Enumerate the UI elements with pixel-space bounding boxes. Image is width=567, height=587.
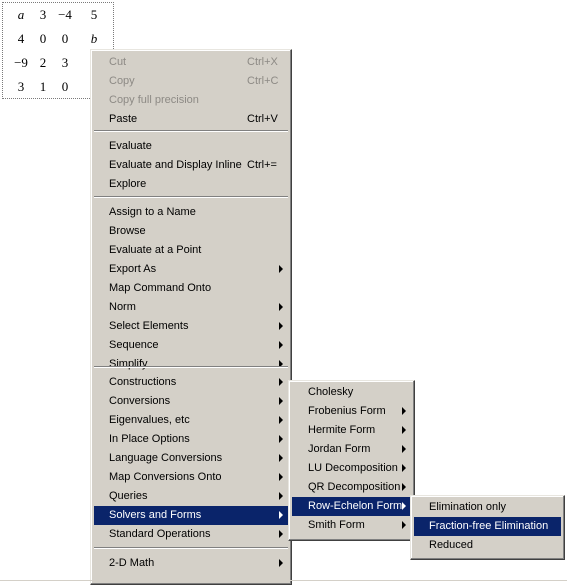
menu-item-queries[interactable] [94,487,288,506]
matrix-cell: a [17,7,25,22]
matrix-row [8,29,128,49]
menu-item-fraction-free-elimination[interactable] [414,517,561,536]
menu-item-cholesky[interactable] [292,383,411,402]
menu-item-frobenius-form[interactable] [292,402,411,421]
menu-item-label: Solvers and Forms [109,509,202,521]
matrix-cell: b [90,31,98,46]
shortcut-label: Ctrl+= [247,159,277,171]
menu-item-simplify[interactable] [94,355,288,374]
shortcut-label: Ctrl+X [247,56,278,68]
matrix-cell: 4 [17,31,25,46]
submenu-arrow-icon [279,492,283,500]
submenu-arrow-icon [402,464,406,472]
matrix-cell: −4 [58,7,72,22]
menu-item-sequence[interactable] [94,336,288,355]
menu-item-elimination-only[interactable] [414,498,561,517]
bottom-divider [0,580,567,581]
submenu-arrow-icon [402,502,406,510]
menu-item-label: Sequence [109,339,159,351]
menu-item-qr-decomposition[interactable] [292,478,411,497]
matrix-cell: 0 [39,31,47,46]
menu-item-cut[interactable] [94,53,288,72]
menu-item-select-elements[interactable] [94,317,288,336]
submenu-arrow-icon [279,303,283,311]
menu-item-label: Copy full precision [109,94,199,106]
menu-item-label: Simplify [109,358,148,370]
menu-item-export-as[interactable] [94,260,288,279]
menu-item-label: Frobenius Form [308,405,386,417]
row-echelon-form-submenu [410,495,565,560]
menu-item-standard-operations[interactable] [94,525,288,544]
menu-item-label: Standard Operations [109,528,211,540]
menu-item-label: Cholesky [308,386,354,398]
menu-item-2-d-math[interactable] [94,554,288,573]
submenu-arrow-icon [279,511,283,519]
menu-item-label: Evaluate [109,140,152,152]
matrix-row [8,5,128,25]
menu-item-in-place-options[interactable] [94,430,288,449]
menu-item-label: In Place Options [109,433,190,445]
menu-item-map-command-onto[interactable] [94,279,288,298]
menu-item-label: Assign to a Name [109,206,196,218]
matrix-cell: 0 [61,79,69,94]
matrix-cell: 3 [61,55,69,70]
menu-item-copy-full-precision[interactable] [94,91,288,110]
menu-item-label: LU Decomposition [308,462,398,474]
matrix-cell: 1 [39,79,47,94]
menu-item-browse[interactable] [94,222,288,241]
menu-item-eigenvalues-etc[interactable] [94,411,288,430]
menu-item-map-conversions-onto[interactable] [94,468,288,487]
menu-item-label: Reduced [429,539,474,551]
menu-item-label: Copy [109,75,135,87]
menu-item-label: Browse [109,225,146,237]
matrix-cell: 3 [39,7,47,22]
menu-item-label: Export As [109,263,157,275]
menu-item-norm[interactable] [94,298,288,317]
matrix-cell: −9 [14,55,28,70]
menu-item-paste[interactable] [94,110,288,129]
menu-item-conversions[interactable] [94,392,288,411]
menu-item-jordan-form[interactable] [292,440,411,459]
context-menu [90,49,292,585]
menu-item-label: Jordan Form [308,443,371,455]
submenu-arrow-icon [402,426,406,434]
shortcut-label: Ctrl+V [247,113,278,125]
menu-separator [94,547,288,549]
menu-separator [94,196,288,198]
submenu-arrow-icon [402,407,406,415]
submenu-arrow-icon [279,397,283,405]
menu-item-label: Queries [109,490,148,502]
submenu-arrow-icon [279,473,283,481]
matrix-cell: 0 [61,31,69,46]
submenu-arrow-icon [279,322,283,330]
menu-item-label: Cut [109,56,127,68]
submenu-arrow-icon [402,521,406,529]
menu-item-assign-to-a-name[interactable] [94,203,288,222]
menu-item-label: Elimination only [429,501,507,513]
menu-item-language-conversions[interactable] [94,449,288,468]
menu-item-label: Hermite Form [308,424,376,436]
menu-item-evaluate-at-a-point[interactable] [94,241,288,260]
menu-item-label: Eigenvalues, etc [109,414,190,426]
menu-item-row-echelon-form[interactable] [292,497,411,516]
menu-item-label: Evaluate and Display Inline [109,159,242,171]
menu-separator [94,130,288,132]
menu-item-label: Conversions [109,395,171,407]
submenu-arrow-icon [279,416,283,424]
menu-item-label: Evaluate at a Point [109,244,202,256]
submenu-arrow-icon [402,445,406,453]
menu-item-evaluate-and-display-inline[interactable] [94,156,288,175]
menu-item-label: Explore [109,178,147,190]
menu-item-smith-form[interactable] [292,516,411,535]
menu-item-label: Smith Form [308,519,365,531]
submenu-arrow-icon [279,454,283,462]
submenu-arrow-icon [279,435,283,443]
menu-item-label: Select Elements [109,320,189,332]
menu-item-label: Norm [109,301,136,313]
menu-item-constructions[interactable] [94,373,288,392]
menu-item-label: Paste [109,113,138,125]
menu-item-label: Row-Echelon Form [308,500,403,512]
matrix-cell: 5 [90,7,98,22]
menu-item-label: Fraction-free Elimination [429,520,549,532]
submenu-arrow-icon [279,341,283,349]
submenu-arrow-icon [279,378,283,386]
menu-item-label: Map Command Onto [109,282,212,294]
menu-item-hermite-form[interactable] [292,421,411,440]
menu-item-explore[interactable] [94,175,288,194]
matrix-cell: 3 [17,79,25,94]
menu-item-label: Constructions [109,376,177,388]
shortcut-label: Ctrl+C [247,75,279,87]
menu-item-solvers-and-forms[interactable] [94,506,288,525]
menu-item-label: Language Conversions [109,452,223,464]
menu-item-label: Map Conversions Onto [109,471,222,483]
menu-item-lu-decomposition[interactable] [292,459,411,478]
menu-item-evaluate[interactable] [94,137,288,156]
submenu-arrow-icon [402,483,406,491]
submenu-arrow-icon [279,559,283,567]
matrix-cell: 2 [39,55,47,70]
submenu-arrow-icon [279,265,283,273]
menu-item-reduced[interactable] [414,536,561,555]
menu-separator [94,366,288,368]
menu-item-label: 2-D Math [109,557,155,569]
menu-item-label: QR Decomposition [308,481,401,493]
submenu-arrow-icon [279,530,283,538]
menu-item-copy[interactable] [94,72,288,91]
solvers-and-forms-submenu [288,380,415,541]
